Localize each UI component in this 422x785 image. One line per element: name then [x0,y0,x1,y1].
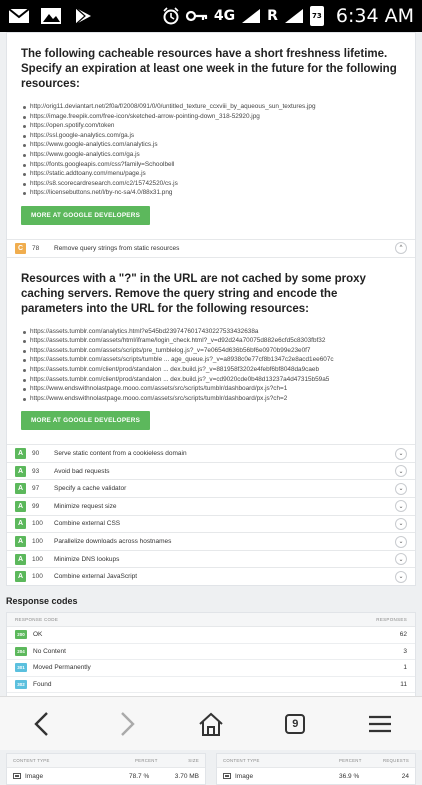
url-list-item[interactable]: https://assets.tumblr.com/client/prod/standalon ... dex.build.js?_v=881958f3202e4febf6bf8048da9caeb [21,365,401,375]
rule-score: 78 [32,244,40,252]
chevron-down-icon[interactable]: ⌄ [395,553,407,565]
hamburger-menu-icon [368,714,392,734]
col-size: SIZE [188,758,199,764]
more-at-google-developers-button[interactable]: MORE AT GOOGLE DEVELOPERS [21,411,150,430]
rule-score: 93 [32,467,40,475]
content-type-name: Image [235,772,254,780]
grade-badge: A [15,536,26,547]
response-codes-title: Response codes [6,596,78,607]
url-list-item[interactable]: https://assets.tumblr.com/client/prod/standalon ... dex.build.js?_v=cd9020cde0b48d13237a4d47315b59a5 [21,375,401,385]
rule-score: 100 [32,520,43,528]
key-icon [186,9,208,23]
signal-icon [241,8,261,24]
table-row [7,768,205,784]
url-list-item[interactable]: https://assets.tumblr.com/assets/scripts/pre_tumblelog.js?_v=7e0654d636b56bf6e0970b99e23e0f7 [21,346,401,356]
url-list-item[interactable]: https://licensebuttons.net/l/by-nc-sa/4.0/88x31.png [21,188,401,198]
rule-row[interactable] [7,497,415,515]
rule-score: 99 [32,502,40,510]
rule-score: 100 [32,573,43,581]
table-row [217,768,415,784]
browser-nav-bar [0,696,422,750]
rule-title: Combine external CSS [54,520,121,528]
response-code-label: Moved Permanently [33,664,91,672]
rule-title: Avoid bad requests [54,467,110,475]
response-code-label: Found [33,680,52,688]
roaming-indicator: R [267,8,278,24]
more-at-google-developers-button[interactable]: MORE AT GOOGLE DEVELOPERS [21,206,150,225]
table-header [7,754,205,768]
rule-row[interactable] [7,479,415,497]
rule-row[interactable] [7,515,415,533]
url-list-item[interactable]: https://s8.scorecardresearch.com/c2/15742520/cs.js [21,179,401,189]
grade-badge: A [15,483,26,494]
rule-score: 90 [32,450,40,458]
col-response-code: RESPONSE CODE [15,617,59,623]
grade-badge: A [15,518,26,529]
menu-button[interactable] [358,704,402,744]
percent-value: 36.9 % [339,772,360,780]
battery-icon: 73 [310,6,324,26]
tabs-button[interactable] [273,704,317,744]
url-list-item[interactable]: https://image.freepik.com/free-icon/sketched-arrow-pointing-down_318-52920.jpg [21,112,401,122]
url-list-item[interactable]: https://www.google-analytics.com/ga.js [21,150,401,160]
rule-row[interactable] [7,462,415,480]
rule-row[interactable] [7,532,415,550]
rules-list [7,444,415,585]
url-list-item[interactable]: https://fonts.googleapis.com/css?family=Schoolbell [21,160,401,170]
col-percent: PERCENT [339,758,362,764]
cache-panel-heading: The following cacheable resources have a short freshness lifetime. Specify an expiration at least one week in the future for the following resources: [21,48,397,90]
status-badge: 301 [15,663,27,672]
chevron-down-icon[interactable]: ⌄ [395,483,407,495]
col-content-type: CONTENT TYPE [13,758,50,764]
query-url-list [21,327,401,404]
query-panel [7,257,415,445]
grade-badge: A [15,501,26,512]
chevron-down-icon[interactable]: ⌄ [395,448,407,460]
url-list-item[interactable]: https://www.google-analytics.com/analytics.js [21,140,401,150]
clock: 6:34 AM [335,5,414,27]
content-type-name: Image [25,772,44,780]
response-count: 11 [400,680,407,688]
table-row [7,660,415,677]
chevron-down-icon[interactable]: ⌄ [395,571,407,583]
size-value: 3.70 MB [174,772,199,780]
grade-badge: C [15,243,26,254]
chevron-left-icon [31,711,53,737]
rule-title: Specify a cache validator [54,485,127,493]
url-list-item[interactable]: https://ssl.google-analytics.com/ga.js [21,131,401,141]
rule-title: Remove query strings from static resources [54,244,180,252]
image-icon [13,773,21,779]
rule-remove-query-strings[interactable] [7,239,415,257]
percent-value: 78.7 % [129,772,150,780]
col-percent: PERCENT [135,758,158,764]
col-responses: RESPONSES [376,617,407,623]
query-panel-heading: Resources with a "?" in the URL are not cached by some proxy caching servers. Remove the query string and encode the parameters into the URL for the following resources: [21,272,366,315]
table-header [217,754,415,768]
rule-title: Minimize DNS lookups [54,555,120,563]
url-list-item[interactable]: https://assets.tumblr.com/assets/html/iframe/login_check.html?_v=d92d24a70075d882e6cfd5c8303fbf32 [21,336,401,346]
col-requests: REQUESTS [382,758,409,764]
rule-row[interactable] [7,444,415,462]
url-list-item[interactable]: https://www.endswithnolastpage.mooo.com/assets/src/scripts/tumblr/dashboard/px.js?ch=1 [21,384,401,394]
response-code-label: No Content [33,647,66,655]
table-row [7,677,415,694]
play-store-icon [72,7,94,25]
url-list-item[interactable]: https://assets.tumblr.com/analytics.html?e545bd23974760174302275334326​38a [21,327,401,337]
table-row [7,627,415,644]
rule-row[interactable] [7,550,415,568]
forward-button[interactable] [105,704,149,744]
url-list-item[interactable]: https://www.endswithnolastpage.mooo.com/assets/src/scripts/tumblr/dashboard/px.js?ch=2 [21,394,401,404]
page-content[interactable] [0,32,422,780]
chevron-down-icon[interactable]: ⌄ [395,465,407,477]
back-button[interactable] [20,704,64,744]
response-count: 62 [399,631,407,639]
response-count: 3 [403,647,407,655]
cache-panel [7,33,415,239]
rule-score: 97 [32,485,40,493]
network-type: 4G [213,8,236,24]
chevron-right-icon [116,711,138,737]
grade-badge: A [15,448,26,459]
url-list-item[interactable]: https://static.addtoany.com/menu/page.js [21,169,401,179]
rule-title: Parallelize downloads across hostnames [54,538,172,546]
chevron-down-icon[interactable]: ⌄ [395,536,407,548]
alarm-icon [162,7,180,25]
table-header [7,613,415,627]
content-size-table [6,753,206,785]
url-list-item[interactable]: https://open.spotify.com/token [21,121,401,131]
requests-value: 24 [401,772,409,780]
grade-badge: A [15,466,26,477]
signal-icon-2 [284,8,304,24]
status-badge: 204 [15,647,27,656]
rule-title: Serve static content from a cookieless domain [54,450,187,458]
requests-by-type-table [216,753,416,785]
chevron-up-icon[interactable]: ^ [395,242,407,254]
gallery-icon [40,7,62,25]
mail-icon [8,7,30,25]
rule-score: 100 [32,555,43,563]
chevron-down-icon[interactable]: ⌄ [395,518,407,530]
grade-badge: A [15,571,26,582]
tab-count: 9 [285,714,305,734]
status-bar [0,0,422,32]
url-list-item[interactable]: https://assets.tumblr.com/assets/scripts/tumble ... age_queue.js?_v=a8938c0e77cf8b1347c2e8acd1ee607c [21,355,401,365]
rule-score: 100 [32,538,43,546]
col-content-type: CONTENT TYPE [223,758,260,764]
chevron-down-icon[interactable]: ⌄ [395,500,407,512]
cache-url-list [21,102,401,198]
response-code-label: OK [33,631,43,639]
home-icon [197,711,225,737]
pagespeed-rules-card [6,32,416,586]
grade-badge: A [15,554,26,565]
url-list-item[interactable]: http://orig11.deviantart.net/2f0a/f/2008/091/0/0/untitled_texture_ccxviii_by_aqueous_sun_textures.jpg [21,102,401,112]
rule-title: Combine external JavaScript [54,573,138,581]
table-row [7,644,415,661]
rule-row[interactable] [7,567,415,585]
status-badge: 302 [15,680,27,689]
image-icon [223,773,231,779]
home-button[interactable] [189,704,233,744]
status-badge: 200 [15,630,27,639]
rule-title: Minimize request size [54,502,117,510]
response-count: 1 [403,664,407,672]
